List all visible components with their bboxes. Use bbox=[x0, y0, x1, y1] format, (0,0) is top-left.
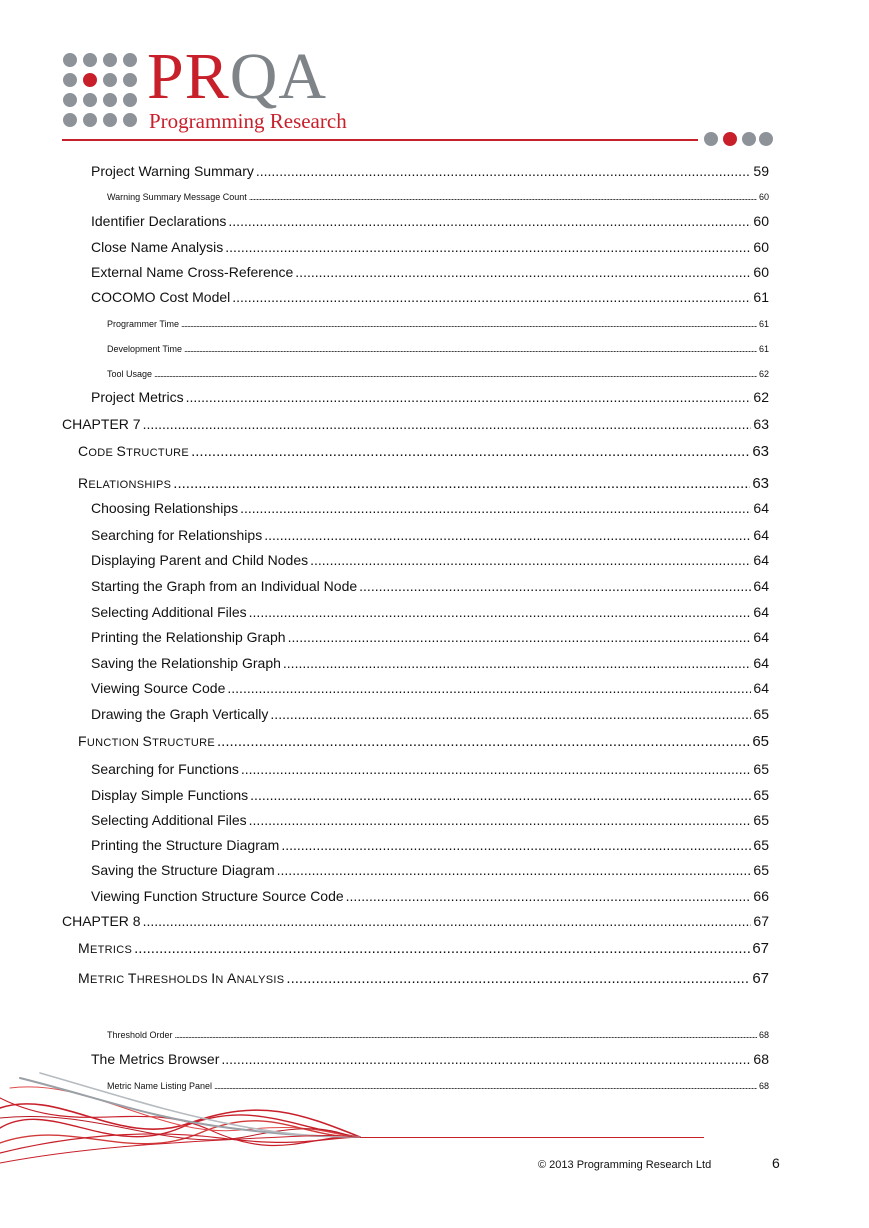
header-dot bbox=[742, 132, 756, 146]
toc-page-number: 68 bbox=[753, 1051, 769, 1067]
logo-pr: PR bbox=[147, 40, 230, 113]
toc-dot-leader bbox=[359, 578, 751, 594]
toc-entry[interactable] bbox=[91, 888, 769, 904]
toc-entry[interactable] bbox=[91, 862, 769, 878]
toc-dot-leader bbox=[184, 344, 757, 354]
toc-entry-title: Viewing Function Structure Source Code bbox=[91, 888, 344, 904]
header-dot-red bbox=[723, 132, 737, 146]
logo-dot bbox=[63, 53, 77, 67]
toc-dot-leader bbox=[250, 787, 751, 803]
logo-dot bbox=[63, 93, 77, 107]
copyright-notice: © 2013 Programming Research Ltd bbox=[538, 1159, 712, 1171]
toc-entry[interactable] bbox=[78, 733, 769, 750]
toc-entry[interactable] bbox=[78, 940, 769, 957]
toc-page-number: 65 bbox=[753, 812, 769, 828]
toc-entry-title: FUNCTION STRUCTURE bbox=[78, 733, 215, 749]
toc-entry[interactable] bbox=[91, 264, 769, 280]
toc-entry[interactable] bbox=[91, 578, 769, 594]
toc-page-number: 68 bbox=[758, 1030, 769, 1040]
toc-entry-title: Starting the Graph from an Individual Node bbox=[91, 578, 358, 594]
toc-page-number: 63 bbox=[752, 443, 769, 460]
toc-page-number: 65 bbox=[753, 706, 769, 722]
toc-page-number: 64 bbox=[753, 680, 769, 696]
toc-entry-title: Drawing the Graph Vertically bbox=[91, 706, 269, 722]
toc-dot-leader bbox=[286, 970, 750, 987]
logo-wordmark bbox=[147, 40, 328, 113]
toc-entry[interactable] bbox=[91, 680, 769, 696]
toc-entry-title: Tool Usage bbox=[107, 369, 153, 379]
toc-entry-title: Selecting Additional Files bbox=[91, 812, 247, 828]
toc-page-number: 63 bbox=[753, 416, 769, 432]
toc-entry-title: Saving the Relationship Graph bbox=[91, 655, 281, 671]
toc-dot-leader bbox=[143, 416, 752, 432]
toc-entry[interactable] bbox=[62, 416, 769, 432]
toc-dot-leader bbox=[217, 733, 750, 750]
toc-entry-title: Metric Name Listing Panel bbox=[107, 1081, 213, 1091]
logo-dot bbox=[103, 53, 117, 67]
toc-page-number: 64 bbox=[753, 655, 769, 671]
toc-dot-leader bbox=[281, 837, 751, 853]
toc-entry-title: Saving the Structure Diagram bbox=[91, 862, 275, 878]
toc-page-number: 64 bbox=[753, 578, 769, 594]
toc-entry-title: Warning Summary Message Count bbox=[107, 192, 247, 202]
toc-entry-title: Displaying Parent and Child Nodes bbox=[91, 552, 309, 568]
toc-dot-leader bbox=[270, 706, 751, 722]
toc-page-number: 59 bbox=[753, 163, 769, 179]
toc-entry[interactable] bbox=[91, 706, 769, 722]
logo-dot bbox=[83, 113, 97, 127]
toc-entry[interactable] bbox=[91, 629, 769, 645]
logo-tagline: Programming Research bbox=[149, 109, 347, 133]
toc-entry[interactable] bbox=[78, 475, 769, 492]
toc-entry-title: Threshold Order bbox=[107, 1030, 173, 1040]
toc-entry[interactable] bbox=[91, 527, 769, 543]
toc-page-number: 60 bbox=[753, 239, 769, 255]
toc-page-number: 64 bbox=[753, 527, 769, 543]
toc-entry-title: Choosing Relationships bbox=[91, 500, 239, 516]
toc-page-number: 60 bbox=[758, 192, 769, 202]
toc-dot-leader bbox=[154, 369, 757, 379]
toc-dot-leader bbox=[240, 500, 751, 516]
toc-page-number: 67 bbox=[752, 970, 769, 987]
toc-dot-leader bbox=[249, 812, 752, 828]
logo-dot bbox=[103, 93, 117, 107]
logo-dot-red bbox=[83, 73, 97, 87]
toc-page-number: 63 bbox=[752, 475, 769, 492]
toc-page-number: 64 bbox=[753, 552, 769, 568]
toc-entry[interactable] bbox=[107, 344, 769, 354]
toc-page-number: 64 bbox=[753, 604, 769, 620]
toc-entry[interactable] bbox=[62, 913, 769, 929]
toc-page-number: 67 bbox=[752, 940, 769, 957]
logo-dot bbox=[123, 93, 137, 107]
toc-entry-title: Project Metrics bbox=[91, 389, 184, 405]
toc-dot-leader bbox=[143, 913, 752, 929]
toc-dot-leader bbox=[134, 940, 750, 957]
toc-entry-title: Identifier Declarations bbox=[91, 213, 227, 229]
header-dot bbox=[704, 132, 718, 146]
page-number: 6 bbox=[772, 1155, 780, 1171]
toc-page-number: 62 bbox=[753, 389, 769, 405]
footer-rule bbox=[360, 1137, 704, 1138]
header-rule bbox=[62, 139, 698, 141]
logo-dot bbox=[123, 73, 137, 87]
toc-dot-leader bbox=[249, 604, 752, 620]
toc-entry-title: METRIC THRESHOLDS IN ANALYSIS bbox=[78, 970, 285, 986]
toc-dot-leader bbox=[225, 239, 751, 255]
toc-page-number: 61 bbox=[758, 319, 769, 329]
toc-dot-leader bbox=[264, 527, 751, 543]
toc-page-number: 65 bbox=[753, 761, 769, 777]
toc-entry-title: METRICS bbox=[78, 940, 133, 956]
toc-entry-title: Searching for Functions bbox=[91, 761, 239, 777]
toc-entry[interactable] bbox=[91, 812, 769, 828]
toc-page-number: 60 bbox=[753, 213, 769, 229]
toc-entry-title: Project Warning Summary bbox=[91, 163, 254, 179]
toc-dot-leader bbox=[256, 163, 752, 179]
logo-dot bbox=[123, 113, 137, 127]
toc-dot-leader bbox=[283, 655, 752, 671]
toc-entry[interactable] bbox=[107, 192, 769, 202]
toc-dot-leader bbox=[310, 552, 751, 568]
toc-page-number: 61 bbox=[758, 344, 769, 354]
logo-dot bbox=[103, 113, 117, 127]
toc-dot-leader bbox=[288, 629, 752, 645]
toc-entry-title: Printing the Structure Diagram bbox=[91, 837, 280, 853]
toc-entry[interactable] bbox=[91, 163, 769, 179]
logo-dot bbox=[83, 93, 97, 107]
toc-entry[interactable] bbox=[107, 319, 769, 329]
toc-entry[interactable] bbox=[91, 213, 769, 229]
toc-entry[interactable] bbox=[91, 239, 769, 255]
toc-dot-leader bbox=[249, 192, 757, 202]
toc-dot-leader bbox=[232, 289, 751, 305]
toc-entry[interactable] bbox=[107, 1030, 769, 1040]
toc-entry-title: CODE STRUCTURE bbox=[78, 443, 190, 459]
toc-dot-leader bbox=[173, 475, 750, 492]
toc-dot-leader bbox=[228, 213, 751, 229]
toc-dot-leader bbox=[227, 680, 751, 696]
toc-page-number: 65 bbox=[753, 787, 769, 803]
logo-dot bbox=[123, 53, 137, 67]
toc-entry-title: COCOMO Cost Model bbox=[91, 289, 231, 305]
logo-dot bbox=[63, 73, 77, 87]
toc-entry[interactable] bbox=[91, 500, 769, 516]
toc-entry[interactable] bbox=[91, 761, 769, 777]
toc-dot-leader bbox=[277, 862, 752, 878]
toc-dot-leader bbox=[241, 761, 752, 777]
toc-entry[interactable] bbox=[91, 289, 769, 305]
toc-dot-leader bbox=[221, 1051, 751, 1067]
toc-page-number: 62 bbox=[758, 369, 769, 379]
toc-entry-title: CHAPTER 8 bbox=[62, 913, 141, 929]
toc-entry-title: External Name Cross-Reference bbox=[91, 264, 294, 280]
toc-entry-title: RELATIONSHIPS bbox=[78, 475, 172, 491]
toc-page-number: 67 bbox=[753, 913, 769, 929]
toc-page-number: 64 bbox=[753, 500, 769, 516]
toc-entry-title: Development Time bbox=[107, 344, 183, 354]
toc-entry[interactable] bbox=[91, 552, 769, 568]
toc-entry-title: Printing the Relationship Graph bbox=[91, 629, 286, 645]
toc-entry[interactable] bbox=[91, 787, 769, 803]
toc-entry-title: CHAPTER 7 bbox=[62, 416, 141, 432]
toc-page-number: 65 bbox=[752, 733, 769, 750]
toc-entry-title: Display Simple Functions bbox=[91, 787, 249, 803]
toc-page-number: 61 bbox=[753, 289, 769, 305]
logo-dot bbox=[63, 113, 77, 127]
toc-page-number: 66 bbox=[753, 888, 769, 904]
toc-entry-title: Programmer Time bbox=[107, 319, 180, 329]
toc-entry[interactable] bbox=[91, 837, 769, 853]
toc-page-number: 65 bbox=[753, 862, 769, 878]
logo-dot bbox=[83, 53, 97, 67]
toc-entry[interactable] bbox=[91, 655, 769, 671]
toc-entry[interactable] bbox=[107, 369, 769, 379]
toc-entry-title: Selecting Additional Files bbox=[91, 604, 247, 620]
logo-qa: QA bbox=[229, 40, 328, 113]
toc-dot-leader bbox=[175, 1030, 757, 1040]
decorative-wires-graphic bbox=[0, 1068, 380, 1168]
toc-page-number: 68 bbox=[758, 1081, 769, 1091]
header-dot bbox=[759, 132, 773, 146]
toc-entry[interactable] bbox=[78, 443, 769, 460]
toc-entry-title: Close Name Analysis bbox=[91, 239, 224, 255]
toc-dot-leader bbox=[181, 319, 757, 329]
toc-entry-title: The Metrics Browser bbox=[91, 1051, 220, 1067]
toc-entry[interactable] bbox=[91, 1051, 769, 1067]
toc-page-number: 65 bbox=[753, 837, 769, 853]
toc-dot-leader bbox=[191, 443, 750, 460]
toc-dot-leader bbox=[346, 888, 752, 904]
logo-dot bbox=[103, 73, 117, 87]
toc-entry-title: Viewing Source Code bbox=[91, 680, 226, 696]
toc-entry[interactable] bbox=[78, 970, 769, 987]
toc-page-number: 60 bbox=[753, 264, 769, 280]
toc-page-number: 64 bbox=[753, 629, 769, 645]
prqa-logo bbox=[60, 40, 350, 140]
toc-entry[interactable] bbox=[91, 604, 769, 620]
toc-dot-leader bbox=[295, 264, 751, 280]
toc-entry-title: Searching for Relationships bbox=[91, 527, 263, 543]
toc-dot-leader bbox=[186, 389, 752, 405]
toc-entry[interactable] bbox=[91, 389, 769, 405]
